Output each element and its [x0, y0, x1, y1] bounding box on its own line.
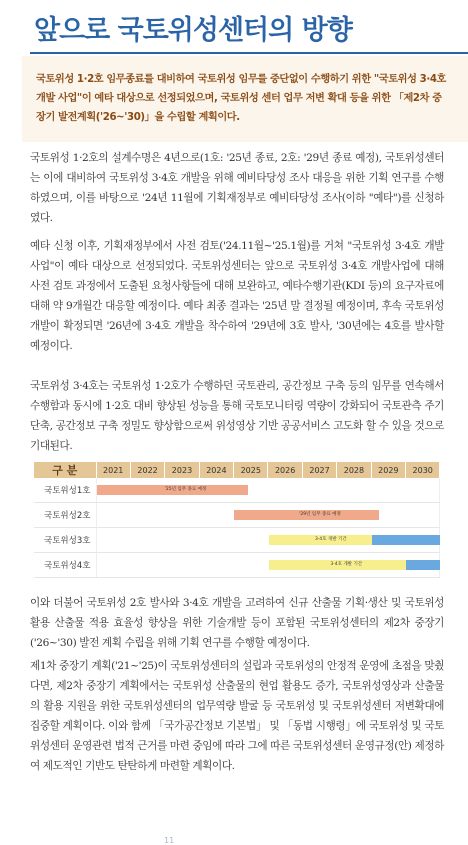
paragraph-4: 이와 더불어 국토위성 2호 발사와 3·4호 개발을 고려하여 신규 산출물 기획·생산 및 국토위성 활용 산출물 적용 효율성 향상을 위한 기술개발 등이 포함된 국토위성센터의 제2차 중장기('26~'30) 발전 계획 수립을 위해 기획 연구를 수행할 예정이다. — [30, 597, 444, 649]
schedule-row-label: 국토위성2호 — [34, 503, 96, 528]
year-header: 2022 — [130, 462, 164, 478]
paragraph-1: 국토위성 1·2호의 설계수명은 4년으로(1호: '25년 종료, 2호: '29년 종료 예정), 국토위성센터는 이에 대비하여 국토위성 3·4호 개발을 위해 예비타당성 조사 대응을 위한 기획 연구를 수행하였으며, 이를 바탕으로 '24년 11월에 기획재정부로 예비타당성 조사(이하 "예타")를 신청하였다. — [30, 152, 444, 224]
schedule-timeline — [96, 478, 440, 503]
schedule-bar-label: 3·4호 개발 기간 — [314, 537, 347, 542]
year-header: 2021 — [96, 462, 130, 478]
schedule-header-label: 구 분 — [34, 462, 96, 478]
schedule-row-label: 국토위성1호 — [34, 478, 96, 503]
schedule-row — [34, 528, 440, 553]
schedule-row-label: 국토위성3호 — [34, 528, 96, 553]
paragraph-3: 국토위성 3·4호는 국토위성 1·2호가 수행하던 국토관리, 공간정보 구축 등의 임무를 연속해서 수행함과 동시에 1·2호 대비 향상된 성능을 통해 국토모니터링 역량이 강화되어 국토관측 주기 단축, 공간정보 구축 정밀도 향상함으로써 위성영상 기반 공공서비스 고도화 할 수 있을 것으로 기대된다. — [30, 380, 444, 452]
schedule-timeline — [96, 503, 440, 528]
year-header: 2028 — [337, 462, 371, 478]
page-title: 앞으로 국토위성센터의 방향 — [34, 15, 352, 46]
year-header: 2030 — [406, 462, 440, 478]
schedule-row — [34, 478, 440, 503]
schedule-row — [34, 553, 440, 578]
paragraph-2: 예타 신청 이후, 기획재정부에서 사전 검토('24.11월~'25.1월)를 거쳐 "국토위성 3·4호 개발사업"이 예타 대상으로 선정되었다. 국토위성센터는 앞으로 국토위성 3·4호 개발사업에 대해 사전 검토 과정에서 도출된 요청사항들에 대해 보완하고, 예타수행기관(KDI 등)의 요구자료에 대해 약 9개월간 대응할 예정이다. 예타 최종 결과는 '25년 말 결정될 예정이며, 후속 국토위성 개발이 확정되면 '26년에 3·4호 개발을 착수하여 '29년에 3호 발사, '30년에는 4호를 발사할 예정이다. — [30, 240, 444, 352]
schedule-row — [34, 503, 440, 528]
schedule-bar — [269, 535, 372, 545]
schedule-bar — [269, 560, 407, 570]
title-underline — [30, 52, 468, 54]
year-header: 2027 — [302, 462, 336, 478]
year-header: 2026 — [268, 462, 302, 478]
schedule-bar — [97, 485, 248, 495]
year-header: 2023 — [165, 462, 199, 478]
schedule-header-row — [34, 462, 440, 478]
year-header: 2024 — [199, 462, 233, 478]
paragraph-5: 제1차 중장기 계획('21~'25)이 국토위성센터의 설립과 국토위성의 안정적 운영에 초점을 맞췄다면, 제2차 중장기 계획에서는 국토위성 산출물의 현업 활용도 증가, 국토위성영상과 산출물의 활용 지원을 위한 국토위성센터의 업무역량 발굴 등 국토위성 및 국토위성센터 저변확대에 집중할 계획이다. 이와 함께 「국가공간정보 기본법」 및 「동법 시행령」에 국토위성 및 국토위성센터 운영관련 법적 근거를 마련 중임에 따라 그에 따른 국토위성센터 운영규정(안) 제정하여 제도적인 기반도 탄탄하게 마련할 계획이다. — [30, 660, 444, 772]
year-header: 2025 — [234, 462, 268, 478]
schedule-bar — [406, 560, 440, 570]
schedule-row-label: 국토위성4호 — [34, 553, 96, 578]
schedule-bar — [372, 535, 441, 545]
schedule-bar-label: 3·4호 개발 기간 — [330, 562, 363, 567]
schedule-bar-label: '25년 임무 종료 예정 — [164, 487, 207, 492]
development-schedule-table — [34, 462, 440, 578]
schedule-bar-label: '29년 임무 종료 예정 — [299, 512, 341, 517]
schedule-timeline — [96, 553, 440, 578]
page-number: 11 — [164, 836, 175, 845]
schedule-bar — [234, 510, 378, 520]
schedule-timeline — [96, 528, 440, 553]
summary-text: 국토위성 1·2호 임무종료를 대비하여 국토위성 임무를 중단없이 수행하기 위한 "국토위성 3·4호 개발 사업"이 예타 대상으로 선정되었으며, 국토위성 센터 업무 저변 확대 등을 위한 「제2차 중장기 발전계획('26~'30)」을 수립할 계획이다. — [36, 74, 446, 123]
year-header: 2029 — [371, 462, 405, 478]
